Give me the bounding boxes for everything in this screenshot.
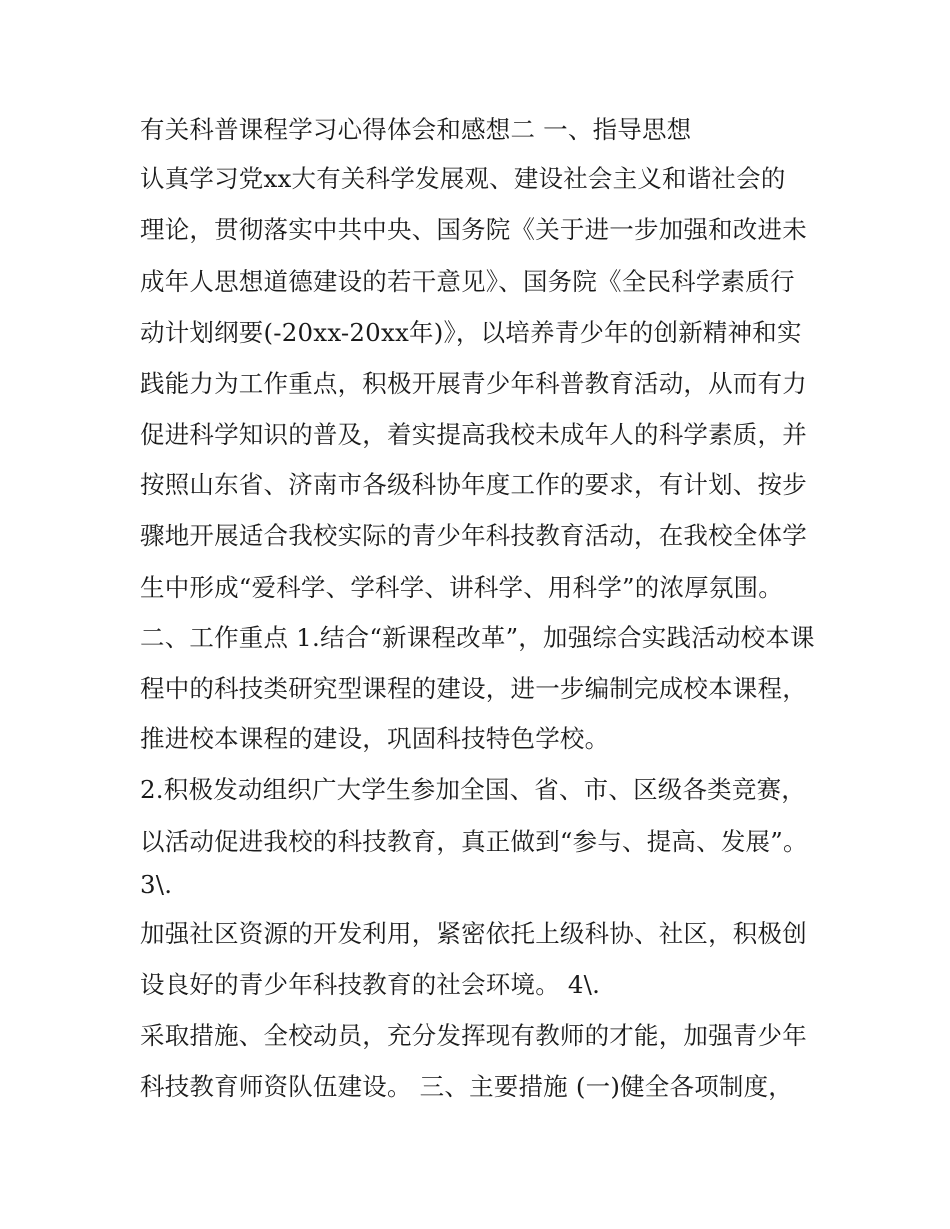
text-line: 设良好的青少年科技教育的社会环境。 4\. <box>140 970 601 999</box>
text-line: 成年人思想道德建设的若干意见》、国务院《全民科学素质行 <box>140 267 795 296</box>
text-line: 认真学习党xx大有关科学发展观、建设社会主义和谐社会的 <box>140 164 786 193</box>
text-line: 生中形成“爱科学、学科学、讲科学、用科学”的浓厚氛围。 <box>140 573 783 602</box>
text-line: 动计划纲要(-20xx-20xx年)》，以培养青少年的创新精神和实 <box>140 318 802 347</box>
text-line: 2.积极发动组织广大学生参加全国、省、市、区级各类竞赛， <box>140 775 806 804</box>
text-line: 促进科学知识的普及，着实提高我校未成年人的科学素质，并 <box>140 420 807 449</box>
text-line: 采取措施、全校动员，充分发挥现有教师的才能，加强青少年 <box>140 1021 807 1050</box>
text-line: 程中的科技类研究型课程的建设，进一步编制完成校本课程， <box>140 674 807 703</box>
text-line: 二、工作重点 1.结合“新课程改革”，加强综合实践活动校本课 <box>140 623 815 652</box>
text-line: 按照山东省、济南市各级科协年度工作的要求，有计划、按步 <box>140 470 807 499</box>
text-line: 以活动促进我校的科技教育，真正做到“参与、提高、发展”。 <box>140 827 808 856</box>
text-line: 3\. <box>140 870 173 899</box>
text-line: 理论，贯彻落实中共中央、国务院《关于进一步加强和改进未 <box>140 215 807 244</box>
text-line: 加强社区资源的开发利用，紧密依托上级科协、社区，积极创 <box>140 919 807 948</box>
text-line: 推进校本课程的建设，巩固科技特色学校。 <box>140 724 610 753</box>
text-line: 践能力为工作重点，积极开展青少年科普教育活动，从而有力 <box>140 369 807 398</box>
text-line: 有关科普课程学习心得体会和感想二 一、指导思想 <box>140 115 692 144</box>
text-line: 骤地开展适合我校实际的青少年科技教育活动，在我校全体学 <box>140 521 807 550</box>
text-line: 科技教育师资队伍建设。 三、主要措施 (一)健全各项制度， <box>140 1072 793 1101</box>
